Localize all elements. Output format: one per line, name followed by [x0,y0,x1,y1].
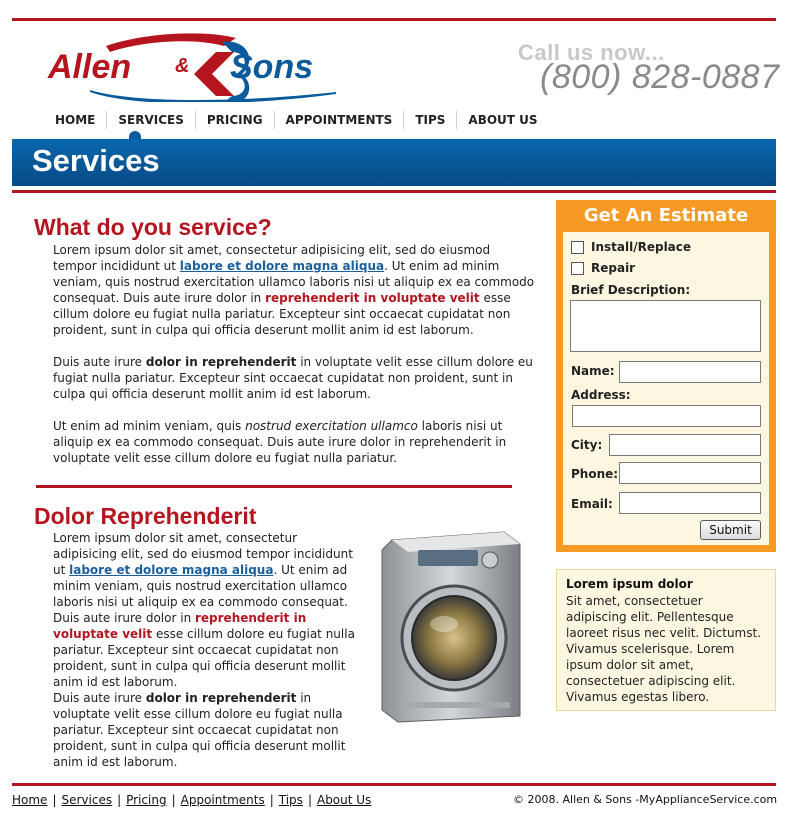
phone-label: Phone: [571,467,619,481]
section-heading-dolor-reprehenderit: Dolor Reprehenderit [34,503,257,529]
email-field[interactable] [619,492,761,514]
highlight-text: reprehenderit in voluptate velit [265,291,480,305]
main-nav [44,110,549,130]
name-label: Name: [571,364,615,378]
separator: | [52,793,57,807]
text-span: in voluptate velit esse cillum dolore eu fugiat nulla pariatur. Excepteur sint occaecat cupidatat non proident, sunt in culpa qui officia deserunt mollit anim id est laborum. [53,355,533,401]
section1-paragraph-3 [53,418,533,466]
separator: | [171,793,176,807]
city-field[interactable] [609,434,761,456]
banner-rule [12,190,776,193]
section1-paragraph-2 [53,354,533,402]
bold-text: dolor in reprehenderit [145,355,297,369]
text-span: esse cillum dolore eu fugiat nulla pariatur. Excepteur sint occaecat cupidatat non proident, sunt in culpa qui officia deserunt mollit anim id est laborum. [53,291,511,337]
city-label: City: [571,438,603,452]
footer-link-appointments[interactable]: Appointments [180,793,265,807]
section2-paragraph-2 [53,690,363,770]
footer-link-about-us[interactable]: About Us [316,793,372,807]
copyright-text: © 2008. Allen & Sons -MyApplianceService.com [513,793,778,806]
phone-field[interactable] [619,462,761,484]
repair-checkbox[interactable] [571,262,584,275]
top-rule [12,18,776,21]
description-textarea[interactable] [570,300,761,352]
inline-link[interactable]: labore et dolore magna aliqua [179,259,385,273]
estimate-title: Get An Estimate [583,205,749,226]
nav-pricing[interactable]: PRICING [195,111,274,129]
email-label: Email: [571,497,613,511]
italic-text: nostrud exercitation ullamco [245,419,418,433]
address-field[interactable] [572,405,761,427]
text-span: Duis aute irure [53,355,146,369]
text-span: Duis aute irure [53,691,146,705]
separator: | [269,793,274,807]
section-heading-what-do-you-service: What do you service? [34,214,272,240]
text-span: Ut enim ad minim veniam, quis [53,419,246,433]
text-span: Lorem ipsum dolor sit amet, consectetur adipisicing elit, sed do eiusmod tempor incididunt ut [53,531,353,577]
footer-link-home[interactable]: Home [12,793,48,807]
info-box-text: Sit amet, consectetuer adipiscing elit. Pellentesque laoreet risus nec velit. Dictumst. Vivamus scelerisque. Lorem ipsum dolor sit amet, consectetuer adipiscing elit. Vivamus egestas libero. [566,594,762,704]
submit-button[interactable]: Submit [700,520,761,540]
bold-text: dolor in reprehenderit [145,691,297,705]
logo-arrow-left [194,52,234,96]
text-span: . Ut enim ad minim veniam, quis nostrud exercitation ullamco laboris nisi ut aliquip ex ea commodo consequat. Duis aute irure dolor in [53,563,348,625]
footer-nav [12,793,371,807]
logo-word-allen: Allen [48,48,132,86]
text-span: esse cillum dolore eu fugiat nulla pariatur. Excepteur sint occaecat cupidatat non proident, sunt in culpa qui officia deserunt mollit anim id est laborum. [53,627,355,689]
nav-services[interactable]: SERVICES [106,111,194,129]
description-label: Brief Description: [571,283,691,297]
footer-rule [12,783,776,786]
text-span: laboris nisi ut aliquip ex ea commodo consequat. Duis aute irure dolor in reprehenderit in voluptate velit esse cillum dolore eu fugiat nulla pariatur. [53,419,507,465]
text-span: in voluptate velit esse cillum dolore eu fugiat nulla pariatur. Excepteur sint occaecat cupidatat non proident, sunt in culpa qui officia deserunt mollit anim id est laborum. [53,691,346,769]
section-divider [36,485,512,488]
page-title: Services [32,143,160,178]
phone-number[interactable]: (800) 828-0887 [540,58,780,96]
logo-ampersand: & [175,55,190,77]
repair-label: Repair [591,261,636,275]
nav-active-indicator [129,131,141,139]
nav-home[interactable]: HOME [55,113,96,127]
install-replace-label: Install/Replace [591,240,692,254]
separator: | [307,793,312,807]
footer-link-pricing[interactable]: Pricing [126,793,167,807]
name-field[interactable] [619,361,761,383]
nav-about-us[interactable]: ABOUT US [456,111,548,129]
section2-paragraph-1 [53,530,355,690]
nav-appointments[interactable]: APPOINTMENTS [274,111,404,129]
section1-paragraph-1 [53,242,537,338]
logo-word-sons: Sons [230,48,314,86]
nav-tips[interactable]: TIPS [403,111,456,129]
highlight-text: reprehenderit in voluptate velit [53,611,307,641]
footer-link-tips[interactable]: Tips [278,793,303,807]
install-replace-checkbox[interactable] [571,241,584,254]
text-span: . Ut enim ad minim veniam, quis nostrud exercitation ullamco laboris nisi ut aliquip ex ea commodo consequat. Duis aute irure dolor in [53,259,535,305]
washing-machine-image [378,530,524,726]
info-box-title: Lorem ipsum dolor [566,577,693,591]
footer-link-services[interactable]: Services [61,793,113,807]
separator: | [117,793,122,807]
text-span: Lorem ipsum dolor sit amet, consectetur adipisicing elit, sed do eiusmod tempor incididunt ut [53,243,491,273]
allen-sons-logo[interactable] [46,30,346,102]
call-now-text: Call us now... [518,40,665,65]
inline-link[interactable]: labore et dolore magna aliqua [69,563,274,577]
address-label: Address: [571,388,631,402]
